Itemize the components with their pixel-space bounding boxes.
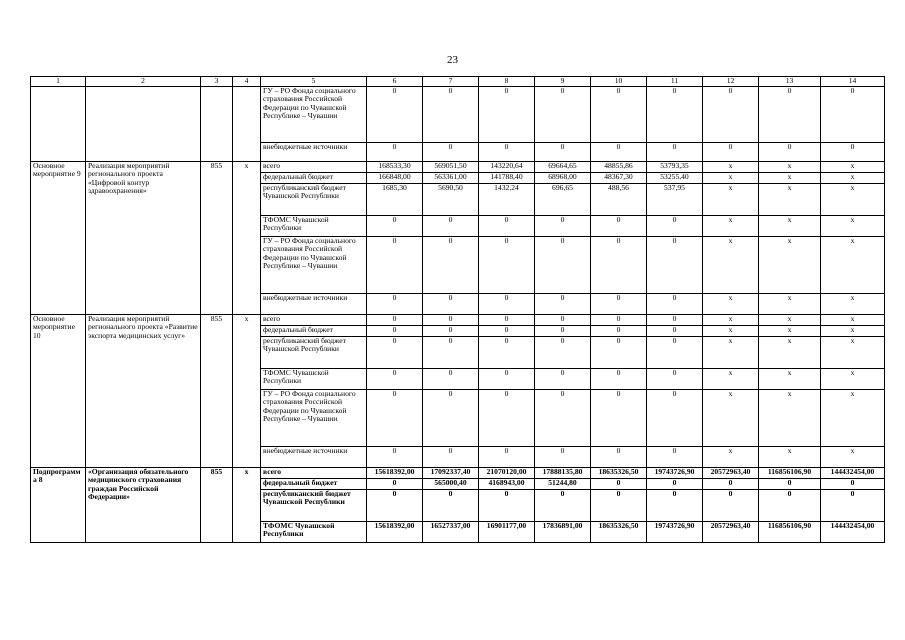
year-value-cell: x xyxy=(821,315,885,326)
classification-code-cell: x xyxy=(233,315,261,468)
column-header: 8 xyxy=(479,77,535,87)
year-value-cell: 0 xyxy=(479,87,535,143)
year-value-cell: 0 xyxy=(647,337,703,369)
year-value-cell: 0 xyxy=(591,447,647,468)
column-header: 4 xyxy=(233,77,261,87)
year-value-cell: 116856106,90 xyxy=(759,468,821,479)
year-value-cell: 0 xyxy=(647,490,703,522)
year-value-cell: 17888135,80 xyxy=(535,468,591,479)
column-header: 11 xyxy=(647,77,703,87)
year-value-cell: 0 xyxy=(535,294,591,315)
year-value-cell: 0 xyxy=(759,87,821,143)
year-value-cell: 0 xyxy=(535,315,591,326)
year-value-cell: 16901177,00 xyxy=(479,522,535,543)
year-value-cell: 488,56 xyxy=(591,184,647,216)
year-value-cell: 143220,64 xyxy=(479,162,535,173)
year-value-cell: 0 xyxy=(367,315,423,326)
year-value-cell: x xyxy=(821,294,885,315)
classification-code-cell: x xyxy=(233,162,261,315)
year-value-cell: 0 xyxy=(591,390,647,447)
funding-source-cell: внебюджетные источники xyxy=(261,447,367,468)
year-value-cell: 0 xyxy=(703,143,759,162)
year-value-cell: 0 xyxy=(535,216,591,237)
year-value-cell: x xyxy=(821,447,885,468)
year-value-cell: 0 xyxy=(479,490,535,522)
event-name-cell: «Организация обязательного медицинского страхования граждан Российской Федерации» xyxy=(86,468,201,543)
year-value-cell: 0 xyxy=(367,390,423,447)
year-value-cell: x xyxy=(703,337,759,369)
year-value-cell: 0 xyxy=(479,390,535,447)
year-value-cell: 0 xyxy=(423,315,479,326)
year-value-cell: x xyxy=(703,173,759,184)
table-row xyxy=(31,468,885,479)
year-value-cell: x xyxy=(703,315,759,326)
year-value-cell: 0 xyxy=(647,369,703,390)
year-value-cell: 0 xyxy=(591,315,647,326)
funding-source-cell: республиканский бюджет Чувашской Республики xyxy=(261,337,367,369)
year-value-cell: 0 xyxy=(821,87,885,143)
year-value-cell: 0 xyxy=(367,143,423,162)
funding-source-cell: ТФОМС Чувашской Республики xyxy=(261,522,367,543)
year-value-cell: 696,65 xyxy=(535,184,591,216)
year-value-cell: x xyxy=(703,390,759,447)
funding-source-cell: федеральный бюджет xyxy=(261,173,367,184)
ministry-code-cell xyxy=(201,87,233,162)
year-value-cell: 0 xyxy=(703,490,759,522)
year-value-cell: 565000,40 xyxy=(423,479,479,490)
funding-source-cell: федеральный бюджет xyxy=(261,326,367,337)
year-value-cell: 144432454,00 xyxy=(821,522,885,543)
year-value-cell: 0 xyxy=(759,479,821,490)
year-value-cell: 141788,40 xyxy=(479,173,535,184)
year-value-cell: 0 xyxy=(535,447,591,468)
status-cell: Подпрограмма 8 xyxy=(31,468,86,543)
year-value-cell: 0 xyxy=(591,326,647,337)
year-value-cell: 0 xyxy=(703,479,759,490)
year-value-cell: 0 xyxy=(647,315,703,326)
year-value-cell: 0 xyxy=(821,143,885,162)
year-value-cell: x xyxy=(821,184,885,216)
column-header: 7 xyxy=(423,77,479,87)
year-value-cell: 0 xyxy=(423,237,479,294)
year-value-cell: 0 xyxy=(759,490,821,522)
year-value-cell: 0 xyxy=(591,369,647,390)
year-value-cell: 0 xyxy=(535,369,591,390)
year-value-cell: x xyxy=(759,390,821,447)
year-value-cell: 0 xyxy=(423,216,479,237)
year-value-cell: x xyxy=(821,326,885,337)
year-value-cell: 0 xyxy=(535,87,591,143)
year-value-cell: x xyxy=(759,326,821,337)
year-value-cell: 16527337,00 xyxy=(423,522,479,543)
year-value-cell: x xyxy=(759,162,821,173)
year-value-cell: x xyxy=(821,337,885,369)
year-value-cell: x xyxy=(703,294,759,315)
event-name-cell xyxy=(86,87,201,162)
funding-source-cell: всего xyxy=(261,162,367,173)
funding-source-cell: ТФОМС Чувашской Республики xyxy=(261,216,367,237)
year-value-cell: 0 xyxy=(367,447,423,468)
funding-source-cell: республиканский бюджет Чувашской Республики xyxy=(261,490,367,522)
budget-table xyxy=(30,76,885,543)
year-value-cell: 53793,35 xyxy=(647,162,703,173)
column-header: 2 xyxy=(86,77,201,87)
year-value-cell: 0 xyxy=(367,87,423,143)
year-value-cell: 0 xyxy=(367,479,423,490)
year-value-cell: 0 xyxy=(479,326,535,337)
year-value-cell: 0 xyxy=(591,479,647,490)
year-value-cell: 0 xyxy=(479,294,535,315)
funding-source-cell: всего xyxy=(261,468,367,479)
table-body xyxy=(31,87,885,543)
table-row xyxy=(31,87,885,143)
year-value-cell: 0 xyxy=(367,326,423,337)
year-value-cell: 0 xyxy=(479,337,535,369)
year-value-cell: 0 xyxy=(535,490,591,522)
year-value-cell: x xyxy=(703,447,759,468)
year-value-cell: 0 xyxy=(591,143,647,162)
year-value-cell: x xyxy=(821,237,885,294)
year-value-cell: 0 xyxy=(591,237,647,294)
year-value-cell: 0 xyxy=(535,390,591,447)
year-value-cell: 19743726,90 xyxy=(647,522,703,543)
year-value-cell: x xyxy=(703,216,759,237)
funding-source-cell: внебюджетные источники xyxy=(261,294,367,315)
year-value-cell: 0 xyxy=(479,447,535,468)
year-value-cell: 0 xyxy=(367,237,423,294)
year-value-cell: 18635326,50 xyxy=(591,522,647,543)
year-value-cell: x xyxy=(821,369,885,390)
year-value-cell: 1685,30 xyxy=(367,184,423,216)
year-value-cell: 0 xyxy=(535,337,591,369)
year-value-cell: 0 xyxy=(703,87,759,143)
year-value-cell: x xyxy=(759,173,821,184)
year-value-cell: 0 xyxy=(647,326,703,337)
year-value-cell: x xyxy=(759,237,821,294)
year-value-cell: 0 xyxy=(367,369,423,390)
column-header: 6 xyxy=(367,77,423,87)
funding-source-cell: ГУ – РО Фонда социального страхования Российской Федерации по Чувашской Республике – Чувашии xyxy=(261,390,367,447)
year-value-cell: 0 xyxy=(423,490,479,522)
page-number: 23 xyxy=(447,54,458,66)
year-value-cell: 19743726,90 xyxy=(647,468,703,479)
column-header: 3 xyxy=(201,77,233,87)
year-value-cell: x xyxy=(703,184,759,216)
year-value-cell: 0 xyxy=(535,326,591,337)
year-value-cell: 0 xyxy=(479,315,535,326)
year-value-cell: 0 xyxy=(591,87,647,143)
column-number-row xyxy=(31,77,885,87)
funding-source-cell: ГУ – РО Фонда социального страхования Российской Федерации по Чувашской Республике – Чувашии xyxy=(261,237,367,294)
status-cell xyxy=(31,87,86,162)
year-value-cell: 4168943,00 xyxy=(479,479,535,490)
year-value-cell: 0 xyxy=(821,490,885,522)
year-value-cell: 0 xyxy=(647,447,703,468)
year-value-cell: 0 xyxy=(479,237,535,294)
column-header: 14 xyxy=(821,77,885,87)
year-value-cell: 20572963,40 xyxy=(703,522,759,543)
funding-source-cell: федеральный бюджет xyxy=(261,479,367,490)
year-value-cell: 0 xyxy=(647,294,703,315)
year-value-cell: 0 xyxy=(423,326,479,337)
year-value-cell: 0 xyxy=(423,447,479,468)
year-value-cell: 51244,80 xyxy=(535,479,591,490)
year-value-cell: x xyxy=(821,162,885,173)
year-value-cell: 17836891,00 xyxy=(535,522,591,543)
year-value-cell: 168533,30 xyxy=(367,162,423,173)
year-value-cell: x xyxy=(821,216,885,237)
year-value-cell: 0 xyxy=(479,216,535,237)
classification-code-cell: x xyxy=(233,468,261,543)
year-value-cell: 1432,24 xyxy=(479,184,535,216)
year-value-cell: x xyxy=(759,337,821,369)
status-cell: Основное мероприятие 9 xyxy=(31,162,86,315)
year-value-cell: x xyxy=(759,216,821,237)
year-value-cell: 0 xyxy=(647,237,703,294)
year-value-cell: x xyxy=(703,237,759,294)
year-value-cell: 15618392,00 xyxy=(367,468,423,479)
year-value-cell: 17092337,40 xyxy=(423,468,479,479)
ministry-code-cell: 855 xyxy=(201,468,233,543)
classification-code-cell xyxy=(233,87,261,162)
year-value-cell: x xyxy=(759,184,821,216)
year-value-cell: 0 xyxy=(821,479,885,490)
year-value-cell: 0 xyxy=(367,294,423,315)
year-value-cell: 0 xyxy=(591,294,647,315)
ministry-code-cell: 855 xyxy=(201,162,233,315)
year-value-cell: 0 xyxy=(647,479,703,490)
year-value-cell: x xyxy=(759,315,821,326)
year-value-cell: x xyxy=(703,369,759,390)
year-value-cell: 5690,50 xyxy=(423,184,479,216)
year-value-cell: 0 xyxy=(423,87,479,143)
year-value-cell: 0 xyxy=(535,143,591,162)
year-value-cell: 48855,86 xyxy=(591,162,647,173)
status-cell: Основное мероприятие 10 xyxy=(31,315,86,468)
funding-source-cell: всего xyxy=(261,315,367,326)
year-value-cell: 0 xyxy=(479,143,535,162)
year-value-cell: 0 xyxy=(647,87,703,143)
year-value-cell: 0 xyxy=(647,143,703,162)
funding-source-cell: внебюджетные источники xyxy=(261,143,367,162)
column-header: 5 xyxy=(261,77,367,87)
year-value-cell: 48367,30 xyxy=(591,173,647,184)
year-value-cell: 0 xyxy=(647,216,703,237)
year-value-cell: 0 xyxy=(423,390,479,447)
year-value-cell: 116856106,90 xyxy=(759,522,821,543)
year-value-cell: 0 xyxy=(423,369,479,390)
year-value-cell: 0 xyxy=(367,216,423,237)
column-header: 10 xyxy=(591,77,647,87)
year-value-cell: x xyxy=(759,447,821,468)
year-value-cell: 0 xyxy=(591,490,647,522)
year-value-cell: 569051,50 xyxy=(423,162,479,173)
event-name-cell: Реализация мероприятий регионального проекта «Развитие экспорта медицинских услуг» xyxy=(86,315,201,468)
year-value-cell: 563361,00 xyxy=(423,173,479,184)
year-value-cell: 0 xyxy=(367,337,423,369)
year-value-cell: x xyxy=(821,390,885,447)
funding-source-cell: республиканский бюджет Чувашской Республики xyxy=(261,184,367,216)
year-value-cell: 0 xyxy=(423,337,479,369)
year-value-cell: 144432454,00 xyxy=(821,468,885,479)
year-value-cell: x xyxy=(759,294,821,315)
ministry-code-cell: 855 xyxy=(201,315,233,468)
year-value-cell: 0 xyxy=(759,143,821,162)
year-value-cell: 0 xyxy=(535,237,591,294)
year-value-cell: 0 xyxy=(647,390,703,447)
year-value-cell: 0 xyxy=(423,143,479,162)
year-value-cell: x xyxy=(759,369,821,390)
funding-source-cell: ГУ – РО Фонда социального страхования Российской Федерации по Чувашской Республике – Чувашии xyxy=(261,87,367,143)
year-value-cell: 15618392,00 xyxy=(367,522,423,543)
year-value-cell: 21070120,00 xyxy=(479,468,535,479)
column-header: 13 xyxy=(759,77,821,87)
year-value-cell: 18635326,50 xyxy=(591,468,647,479)
column-header: 12 xyxy=(703,77,759,87)
year-value-cell: 0 xyxy=(423,294,479,315)
funding-source-cell: ТФОМС Чувашской Республики xyxy=(261,369,367,390)
column-header: 9 xyxy=(535,77,591,87)
event-name-cell: Реализация мероприятий регионального проекта «Цифровой контур здравоохранения» xyxy=(86,162,201,315)
table-row xyxy=(31,315,885,326)
year-value-cell: 0 xyxy=(367,490,423,522)
year-value-cell: 53255,40 xyxy=(647,173,703,184)
year-value-cell: 0 xyxy=(591,337,647,369)
table-row xyxy=(31,162,885,173)
year-value-cell: 20572963,40 xyxy=(703,468,759,479)
year-value-cell: 69664,65 xyxy=(535,162,591,173)
column-header: 1 xyxy=(31,77,86,87)
year-value-cell: 0 xyxy=(479,369,535,390)
year-value-cell: x xyxy=(703,326,759,337)
year-value-cell: 68968,00 xyxy=(535,173,591,184)
year-value-cell: x xyxy=(703,162,759,173)
year-value-cell: 166848,00 xyxy=(367,173,423,184)
year-value-cell: 0 xyxy=(591,216,647,237)
year-value-cell: x xyxy=(821,173,885,184)
year-value-cell: 537,95 xyxy=(647,184,703,216)
